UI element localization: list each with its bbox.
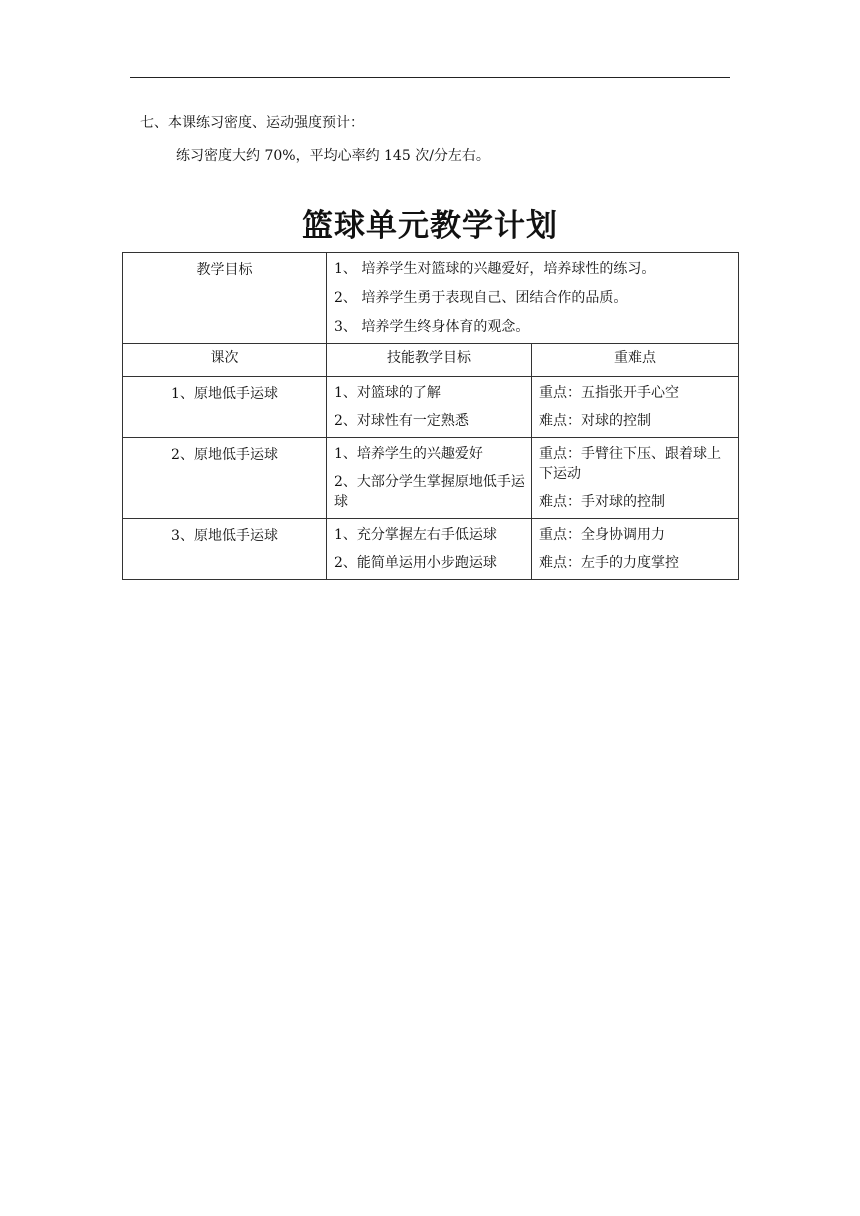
points-cell [532,377,739,438]
difficult-point: 难点：手对球的控制 [539,494,665,510]
lesson-label: 3、原地低手运球 [171,528,278,544]
document-title: 篮球单元教学计划 [302,208,558,244]
table-header-row [123,344,739,377]
lesson-label: 2、原地低手运球 [171,447,278,463]
skills-cell [327,519,532,580]
table-row [123,438,739,519]
unit-plan-table [122,252,739,580]
skill-item: 1、充分掌握左右手低运球 [334,527,497,543]
key-point: 重点：手臂往下压、跟着球上下运动 [539,446,721,482]
lesson-label: 1、原地低手运球 [171,386,278,402]
difficult-point: 难点：对球的控制 [539,413,651,429]
table-row [123,377,739,438]
skill-item: 2、大部分学生掌握原地低手运球 [334,474,525,510]
key-point: 重点：五指张开手心空 [539,385,679,401]
points-cell [532,438,739,519]
goal-label: 教学目标 [196,262,253,278]
lesson-cell [123,519,327,580]
section-heading: 七、本课练习密度、运动强度预计： [140,115,364,131]
skills-cell [327,377,532,438]
column-header-lesson: 课次 [123,344,327,377]
goal-item: 3、 培养学生终身体育的观念。 [334,319,530,335]
skill-item: 2、对球性有一定熟悉 [334,413,469,429]
goal-label-cell [123,253,327,344]
header-rule [130,77,730,78]
difficult-point: 难点：左手的力度掌控 [539,555,679,571]
key-point: 重点：全身协调用力 [539,527,665,543]
goals-cell [327,253,739,344]
lesson-cell [123,377,327,438]
column-header-skills: 技能教学目标 [327,344,532,377]
table-row [123,519,739,580]
goals-row [123,253,739,344]
skill-item: 2、能简单运用小步跑运球 [334,555,497,571]
skills-cell [327,438,532,519]
points-cell [532,519,739,580]
lesson-cell [123,438,327,519]
skill-item: 1、对篮球的了解 [334,385,441,401]
skill-item: 1、培养学生的兴趣爱好 [334,446,483,462]
goal-item: 2、 培养学生勇于表现自己、团结合作的品质。 [334,290,628,306]
goal-item: 1、 培养学生对篮球的兴趣爱好，培养球性的练习。 [334,261,656,277]
section-body-text: 练习密度大约 70%，平均心率约 145 次/分左右。 [176,148,490,164]
column-header-points: 重难点 [532,344,739,377]
